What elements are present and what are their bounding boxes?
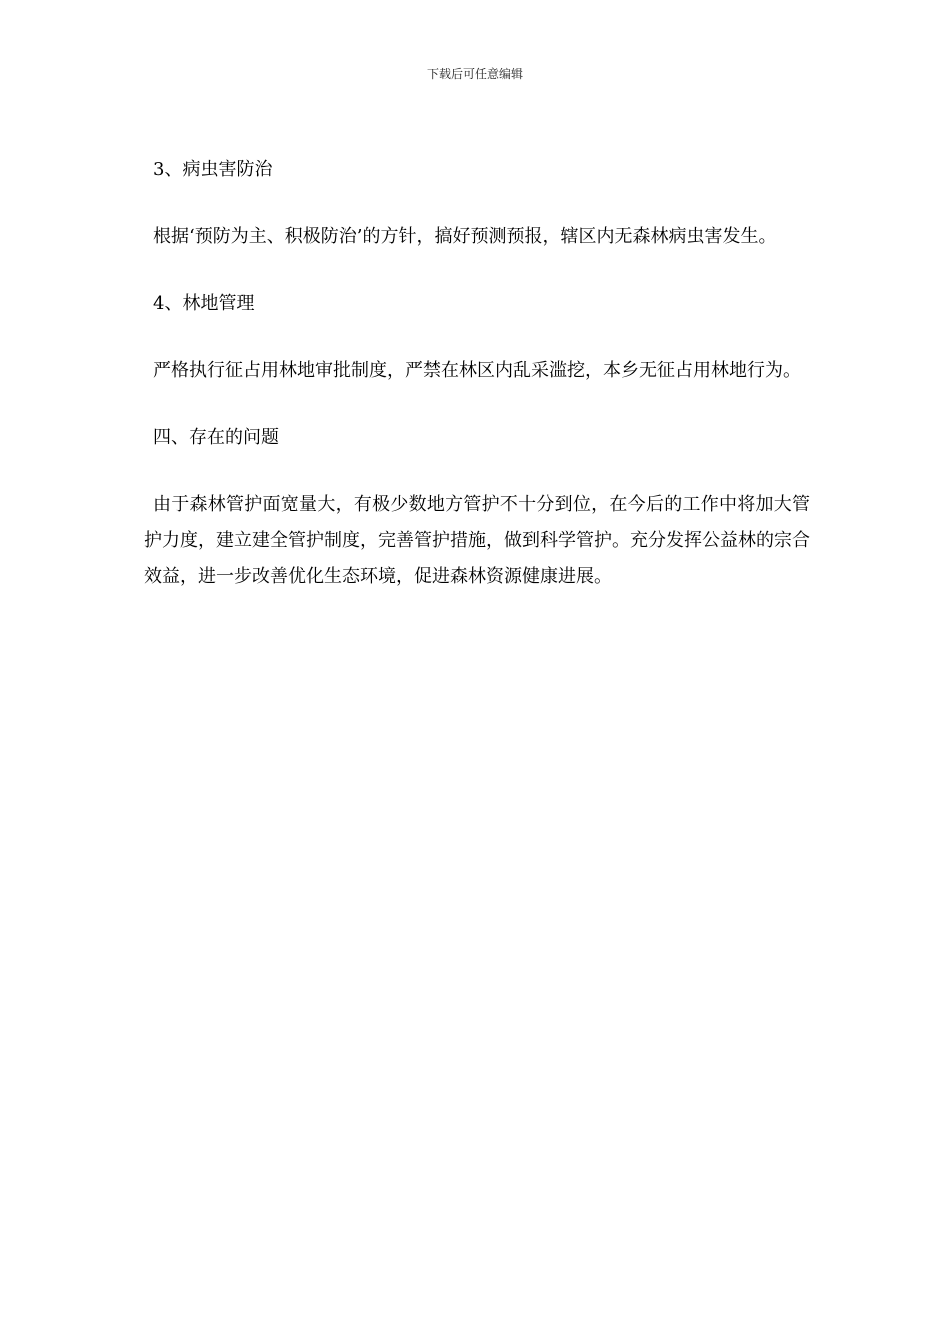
section-body-text: 严格执行征占用林地审批制度，严禁在林区内乱采滥挖，本乡无征占用林地行为。 [153, 360, 801, 381]
section-body-existing-problems [144, 487, 810, 595]
section-heading-pest-control: 3、病虫害防治 [153, 159, 273, 180]
document-body [144, 152, 810, 626]
section-heading-existing-problems: 四、存在的问题 [153, 427, 279, 448]
section-body-text: 根据‘预防为主、积极防治’的方针，搞好预测预报，辖区内无森林病虫害发生。 [153, 226, 777, 247]
section-body-text: 由于森林管护面宽量大，有极少数地方管护不十分到位，在今后的工作中将加大管护力度，建立建全管护制度，完善管护措施，做到科学管护。充分发挥公益林的宗合效益，进一步改善优化生态环境，促进森林资源健康进展。 [144, 494, 810, 587]
section-heading-forest-land-management: 4、林地管理 [153, 293, 255, 314]
section-body-pest-control [144, 219, 810, 255]
section-body-forest-land-management [144, 353, 810, 389]
page-header: 下载后可任意编辑 [426, 67, 523, 81]
